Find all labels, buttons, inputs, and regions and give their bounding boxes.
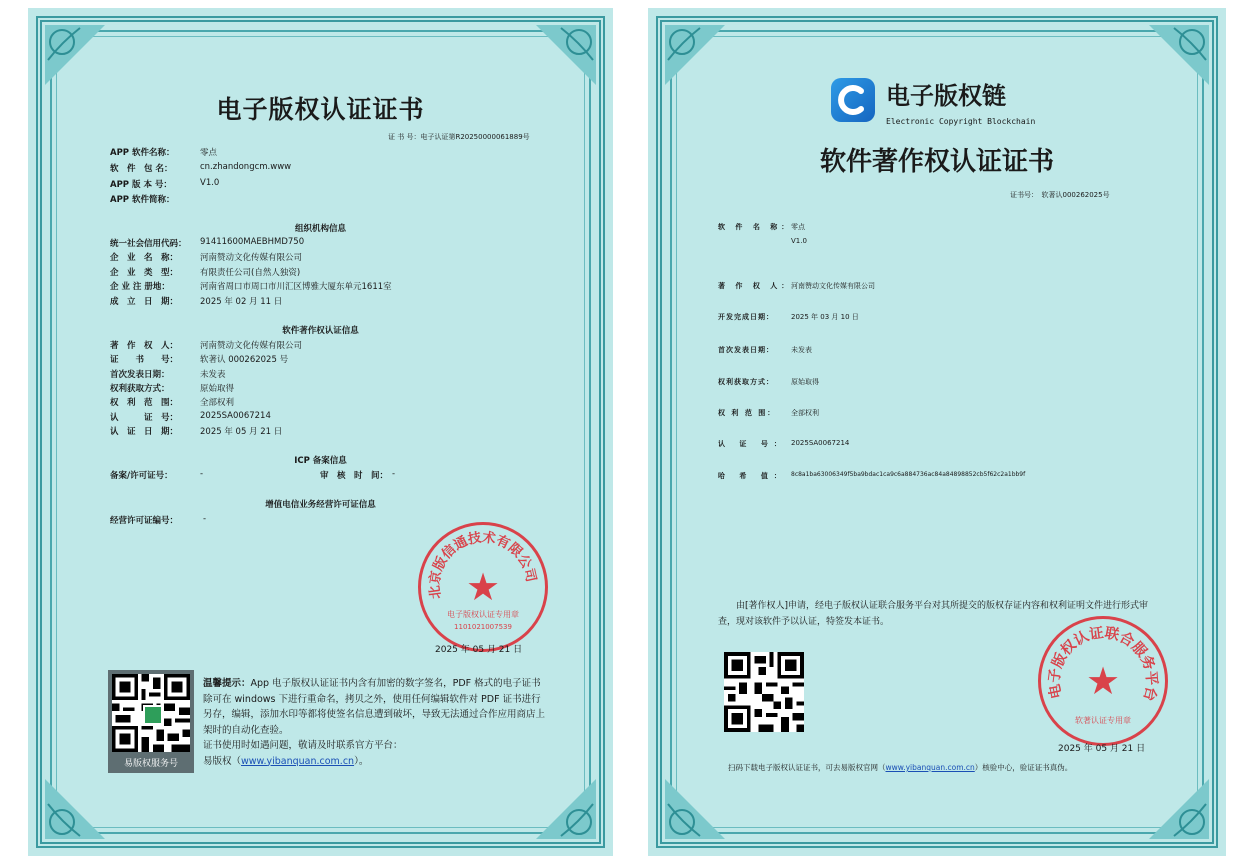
icp-label: 备案/许可证号： — [110, 471, 173, 481]
qr-panel — [108, 670, 194, 773]
field-value: 河南赞动文化传媒有限公司 — [200, 253, 303, 263]
field-value: 原始取得 — [791, 378, 819, 386]
blockchain-logo-icon — [831, 78, 875, 122]
corner-ornament-icon — [1144, 774, 1214, 844]
license-value: - — [203, 514, 207, 524]
corner-ornament-icon — [531, 774, 601, 844]
icp-value: - — [200, 469, 204, 479]
field-value: 2025SA0067214 — [200, 411, 271, 421]
field-value: 2025SA0067214 — [791, 439, 850, 447]
section-heading-icp: ICP 备案信息 — [294, 456, 347, 466]
field-value: 软著认 000262025 号 — [200, 355, 289, 365]
website-link[interactable]: www.yibanquan.com.cn — [885, 763, 975, 772]
field-value: 91411600MAEBHMD750 — [200, 237, 305, 247]
notice-site-suffix: ）。 — [354, 755, 369, 767]
field-label: 首次发表日期： — [110, 370, 170, 380]
section-heading-software: 软件著作权认证信息 — [282, 326, 359, 336]
qr-pattern-icon — [724, 652, 804, 732]
field-value: 河南省周口市周口市川汇区博雅大厦东单元1611室 — [200, 282, 392, 292]
corner-ornament-icon — [40, 20, 110, 90]
platform-seal — [1038, 616, 1168, 746]
field-value: cn.zhandongcm.www — [200, 162, 292, 172]
field-value: 河南赞动文化传媒有限公司 — [200, 341, 303, 351]
brand-english: Electronic Copyright Blockchain — [886, 117, 1036, 126]
corner-ornament-icon — [1144, 20, 1214, 90]
notice-site-prefix: 易版权（ — [203, 755, 242, 767]
star-icon: ★ — [465, 565, 501, 609]
field-value: 零点 — [200, 148, 218, 158]
field-value: 未发表 — [200, 370, 226, 380]
corner-ornament-icon — [660, 20, 730, 90]
certificate-number: 证 书 号：电子认证第R20250000061889号 — [388, 133, 530, 141]
field-label: APP 版 本 号： — [110, 180, 172, 190]
notice-body: App 电子版权认证证书内含有加密的数字签名，PDF 格式的电子证书除可在 windows 下进行重命名，拷贝之外，使用任何编辑软件对 PDF 证书进行另存，编辑，添加水印等都将使签名信息遭到破坏，导致无法通过合作应用商店上架时的自动化查验。 — [203, 678, 546, 736]
field-label: 哈 希 值： — [718, 472, 787, 480]
field-label: 权 利 范 围： — [718, 409, 777, 417]
field-label: 企 业 注 册地： — [110, 282, 170, 292]
review-time-value: - — [392, 469, 396, 479]
qr-code[interactable] — [724, 652, 804, 732]
seal-subtext: 电子版权认证专用章 — [447, 610, 519, 619]
field-label: APP 软件简称： — [110, 195, 175, 205]
field-label: 证 书 号： — [110, 355, 179, 365]
notice-block — [203, 676, 547, 769]
field-label: 著 作 权 人： — [718, 282, 793, 290]
field-label: 软 件 名 称： — [718, 223, 793, 231]
section-heading-vat: 增值电信业务经营许可证信息 — [265, 500, 376, 510]
field-label: APP 软件名称： — [110, 148, 175, 158]
qr-code[interactable] — [112, 674, 190, 752]
field-label: 认 证 日 期： — [110, 427, 179, 437]
brand-name: 电子版权链 — [886, 82, 1006, 110]
field-value: 全部权利 — [791, 409, 819, 417]
field-value: 全部权利 — [200, 398, 235, 408]
field-label: 认 证 号： — [718, 440, 787, 448]
issue-date: 2025 年 05 月 21 日 — [1058, 744, 1146, 754]
company-seal — [418, 522, 548, 652]
field-label: 企 业 名 称： — [110, 253, 179, 263]
field-value: 河南赞动文化传媒有限公司 — [791, 282, 875, 290]
seal-subtext: 软著认证专用章 — [1075, 716, 1131, 725]
notice-title: 温馨提示： — [203, 678, 251, 689]
field-label: 成 立 日 期： — [110, 297, 179, 307]
field-value: 2025 年 03 月 10 日 — [791, 313, 859, 321]
footer-note — [728, 762, 1072, 773]
field-label: 著 作 权 人： — [110, 341, 179, 351]
corner-ornament-icon — [531, 20, 601, 90]
field-label: 权利获取方式： — [110, 384, 170, 394]
app-copyright-certificate — [28, 8, 613, 856]
review-time-label: 审 核 时 间： — [320, 471, 389, 481]
seal-number: 1101021007539 — [454, 623, 512, 631]
field-label: 权 利 范 围： — [110, 398, 179, 408]
field-value: 有限责任公司(自然人独资) — [200, 268, 301, 278]
section-heading-org: 组织机构信息 — [294, 224, 346, 234]
field-label: 企 业 类 型： — [110, 268, 179, 278]
notice-contact: 证书使用时如遇问题，敬请及时联系官方平台： — [203, 740, 403, 751]
field-value: 2025 年 05 月 21 日 — [200, 427, 283, 437]
field-label: 统一社会信用代码： — [110, 239, 187, 249]
license-label: 经营许可证编号： — [110, 516, 179, 526]
field-label: 认 证 号： — [110, 413, 179, 423]
certificate-title: 软件著作权认证证书 — [819, 147, 1054, 177]
certification-statement: 由[著作权人]申请，经电子版权认证联合服务平台对其所提交的版权存证内容和权利证明文件进行形式审查，现对该软件予以认证，特签发本证书。 — [718, 601, 1149, 627]
field-value: 2025 年 02 月 11 日 — [200, 297, 283, 307]
field-value: V1.0 — [200, 178, 220, 188]
field-label: 权利获取方式： — [718, 378, 774, 386]
field-value: 未发表 — [791, 346, 812, 354]
hash-value: 8c8a1ba63006349f5ba9bdac1ca9c6a884736ac84a84898852cb5f62c2a1bb9f — [791, 471, 1026, 478]
certificate-number: 证书号： 软著认000262025号 — [1010, 191, 1110, 199]
qr-logo-icon — [143, 705, 163, 725]
field-label: 开发完成日期： — [718, 313, 774, 321]
certificate-title: 电子版权认证证书 — [216, 95, 425, 124]
field-value: 零点 — [791, 223, 805, 231]
field-label: 软 件 包 名： — [110, 164, 173, 174]
field-value: 原始取得 — [200, 384, 235, 394]
website-link[interactable]: www.yibanquan.com.cn — [241, 755, 355, 767]
qr-caption: 易版权服务号 — [123, 759, 178, 769]
corner-ornament-icon — [660, 774, 730, 844]
footer-text: 扫码下载电子版权认证证书，可去易版权官网（ — [728, 763, 886, 772]
field-value-version: V1.0 — [791, 237, 807, 245]
footer-suffix: ）核验中心，验证证书真伪。 — [974, 763, 1073, 772]
seal-ring-text: 电子版权认证联合服务平台 — [1046, 625, 1160, 703]
star-icon: ★ — [1085, 659, 1121, 703]
seal-ring-text: 北京版信通技术有限公司 — [427, 530, 539, 600]
corner-ornament-icon — [40, 774, 110, 844]
issue-date: 2025 年 05 月 21 日 — [435, 645, 523, 655]
software-copyright-certificate — [648, 8, 1226, 856]
field-label: 首次发表日期： — [718, 346, 774, 354]
